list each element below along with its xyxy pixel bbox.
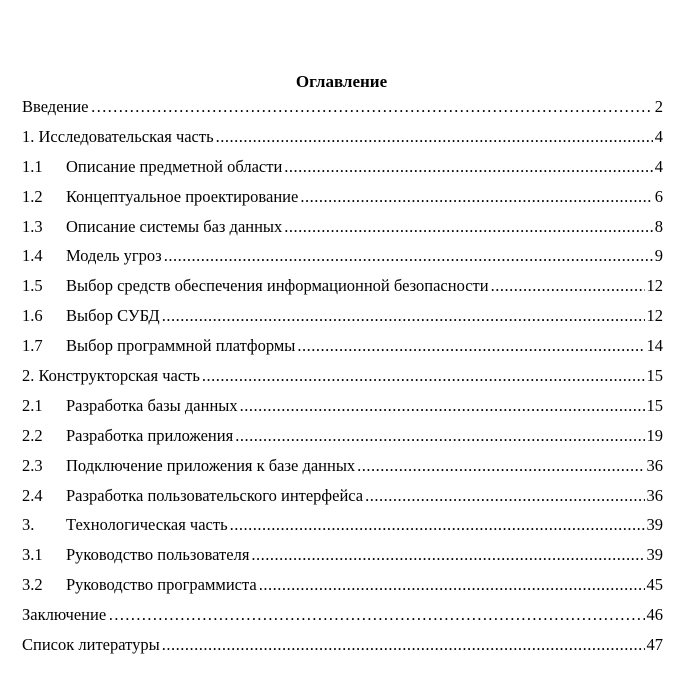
toc-entry[interactable] bbox=[22, 395, 663, 425]
toc-entry-number: 1.4 bbox=[22, 246, 43, 266]
toc-entry-page-number: 39 bbox=[646, 515, 663, 535]
toc-entry-title: Концептуальное проектирование bbox=[66, 186, 299, 206]
toc-entry[interactable] bbox=[22, 425, 663, 455]
toc-entry-page-number: 15 bbox=[646, 395, 663, 415]
toc-entry-page-number: 39 bbox=[646, 545, 663, 565]
toc-entry[interactable] bbox=[22, 305, 663, 335]
toc-entry-number: 1.6 bbox=[22, 306, 43, 326]
toc-entry[interactable] bbox=[22, 544, 663, 574]
dot-leader bbox=[108, 604, 644, 626]
toc-entry[interactable] bbox=[22, 216, 663, 246]
dot-leader bbox=[240, 395, 645, 417]
toc-entry-page-number: 9 bbox=[654, 246, 663, 266]
toc-entry-page-number: 15 bbox=[646, 366, 663, 386]
toc-entry-number: 2.1 bbox=[22, 395, 43, 415]
toc-entry[interactable] bbox=[22, 574, 663, 604]
toc-entry-page-number: 4 bbox=[654, 156, 663, 176]
toc-entry[interactable] bbox=[22, 245, 663, 275]
toc-entry-number: 3.2 bbox=[22, 575, 43, 595]
toc-entry-number: 3. bbox=[22, 515, 35, 535]
toc-entry-number: 1.2 bbox=[22, 186, 43, 206]
toc-entry-page-number: 45 bbox=[646, 575, 663, 595]
table-of-contents bbox=[22, 96, 663, 664]
toc-entry-title: Модель угроз bbox=[66, 246, 162, 266]
dot-leader bbox=[357, 455, 644, 477]
dot-leader bbox=[365, 485, 644, 507]
dot-leader bbox=[216, 126, 653, 148]
dot-leader bbox=[284, 156, 652, 178]
toc-entry-number: 1.5 bbox=[22, 276, 43, 296]
dot-leader bbox=[491, 275, 645, 297]
toc-entry-page-number: 12 bbox=[646, 306, 663, 326]
toc-entry-page-number: 4 bbox=[654, 126, 663, 146]
toc-entry-title: Руководство пользователя bbox=[66, 545, 250, 565]
toc-entry-page-number: 2 bbox=[654, 97, 663, 116]
toc-entry-page-number: 36 bbox=[646, 455, 663, 475]
toc-entry-title: Подключение приложения к базе данных bbox=[66, 455, 356, 475]
dot-leader bbox=[297, 335, 644, 357]
toc-entry-title: Выбор программной платформы bbox=[66, 336, 296, 356]
dot-leader bbox=[259, 574, 645, 596]
toc-entry-title: Описание предметной области bbox=[66, 156, 283, 176]
toc-entry-page-number: 8 bbox=[654, 216, 663, 236]
toc-entry-title: Заключение bbox=[22, 605, 107, 625]
toc-entry-title: 2. Конструкторская часть bbox=[22, 366, 200, 386]
toc-entry-title: Разработка приложения bbox=[66, 425, 234, 445]
toc-entry[interactable] bbox=[22, 634, 663, 664]
toc-entry[interactable] bbox=[22, 485, 663, 515]
toc-entry-number: 2.3 bbox=[22, 455, 43, 475]
toc-entry-title: Разработка пользовательского интерфейса bbox=[66, 485, 364, 505]
toc-entry-title: Список литературы bbox=[22, 635, 160, 655]
toc-entry-title: Введение bbox=[22, 97, 89, 116]
dot-leader bbox=[162, 634, 645, 656]
toc-entry-title: Выбор средств обеспечения информационной безопасности bbox=[66, 276, 489, 296]
toc-entry-number: 1.3 bbox=[22, 216, 43, 236]
dot-leader bbox=[91, 96, 653, 118]
toc-entry-page-number: 47 bbox=[646, 635, 663, 655]
toc-entry-title: Руководство программиста bbox=[66, 575, 257, 595]
toc-entry[interactable] bbox=[22, 275, 663, 305]
toc-entry[interactable] bbox=[22, 126, 663, 156]
dot-leader bbox=[300, 186, 652, 208]
toc-entry-title: 1. Исследовательская часть bbox=[22, 126, 214, 146]
toc-entry[interactable] bbox=[22, 365, 663, 395]
toc-entry-number: 2.4 bbox=[22, 485, 43, 505]
toc-entry-title: Разработка базы данных bbox=[66, 395, 238, 415]
toc-entry[interactable] bbox=[22, 186, 663, 216]
toc-entry-number: 2.2 bbox=[22, 425, 43, 445]
toc-entry-number: 1.7 bbox=[22, 336, 43, 356]
toc-entry-page-number: 46 bbox=[646, 605, 663, 625]
dot-leader bbox=[164, 245, 653, 267]
toc-entry[interactable] bbox=[22, 156, 663, 186]
toc-entry[interactable] bbox=[22, 514, 663, 544]
toc-entry-page-number: 12 bbox=[646, 276, 663, 296]
toc-title: Оглавление bbox=[295, 72, 388, 91]
toc-entry[interactable] bbox=[22, 604, 663, 634]
toc-entry-number: 3.1 bbox=[22, 545, 43, 565]
toc-entry-number: 1.1 bbox=[22, 156, 43, 176]
dot-leader bbox=[202, 365, 645, 387]
toc-entry[interactable] bbox=[22, 335, 663, 365]
toc-entry-title: Технологическая часть bbox=[66, 515, 228, 535]
dot-leader bbox=[251, 544, 644, 566]
dot-leader bbox=[235, 425, 644, 447]
toc-entry[interactable] bbox=[22, 96, 663, 126]
toc-entry-page-number: 6 bbox=[654, 186, 663, 206]
toc-entry-page-number: 14 bbox=[646, 336, 663, 356]
toc-entry-page-number: 19 bbox=[646, 425, 663, 445]
toc-entry-page-number: 36 bbox=[646, 485, 663, 505]
dot-leader bbox=[284, 216, 652, 238]
toc-entry-title: Выбор СУБД bbox=[66, 306, 160, 326]
dot-leader bbox=[230, 514, 645, 536]
toc-entry[interactable] bbox=[22, 455, 663, 485]
dot-leader bbox=[162, 305, 645, 327]
toc-entry-title: Описание системы баз данных bbox=[66, 216, 283, 236]
